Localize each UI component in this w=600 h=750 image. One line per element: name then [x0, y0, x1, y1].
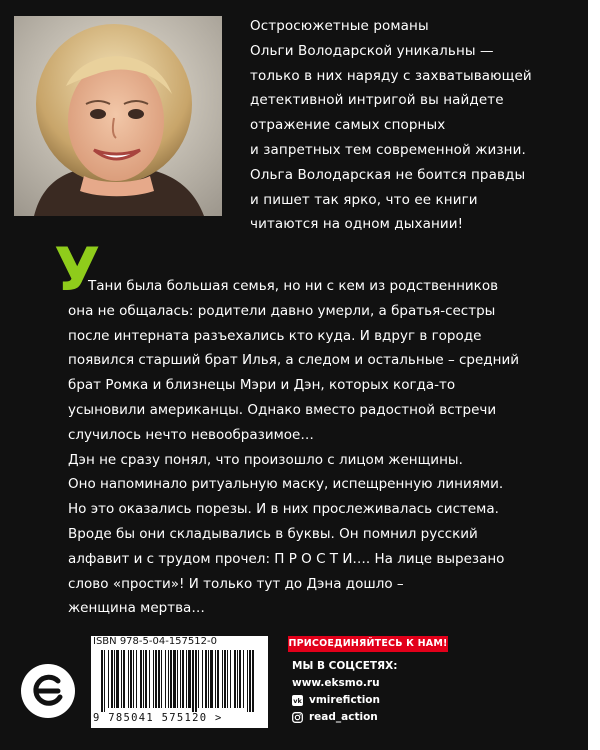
- drop-cap: У: [54, 235, 101, 305]
- annotation-line: Но это оказались порезы. И в них прослеживалась система.: [68, 501, 499, 518]
- annotation-line: женщина мертва…: [68, 600, 205, 617]
- join-us-banner: ПРИСОЕДИНЯЙТЕСЬ К НАМ!: [288, 636, 448, 652]
- instagram-link[interactable]: [292, 709, 397, 726]
- social-heading: МЫ В СОЦСЕТЯХ:: [292, 660, 398, 672]
- instagram-handle: read_action: [309, 711, 378, 723]
- isbn-label: ISBN 978-5-04-157512-0: [93, 636, 217, 647]
- annotation-line: Дэн не сразу понял, что произошло с лицом женщины.: [68, 451, 463, 468]
- annotation-line: Вроде бы они складывались в буквы. Он помнил русский: [68, 525, 478, 542]
- annotation-line: после интерната разъехались кто куда. И вдруг в городе: [68, 327, 482, 344]
- blurb-line: только в них наряду с захватывающей: [250, 67, 532, 84]
- barcode-bars: [93, 650, 265, 712]
- annotation-line: усыновили американцы. Однако вместо радостной встречи: [68, 401, 497, 418]
- author-portrait-image: [14, 16, 222, 216]
- blurb-line: Остросюжетные романы: [250, 18, 429, 34]
- website-link[interactable]: www.eksmo.ru: [292, 677, 380, 689]
- eksmo-logo-icon: [20, 663, 76, 719]
- blurb-line: Ольги Володарской уникальны —: [250, 42, 494, 59]
- annotation-line: слово «прости»! И только тут до Дэна дошло –: [68, 575, 404, 592]
- blurb-line: отражение самых спорных: [250, 117, 446, 134]
- instagram-icon: [292, 712, 303, 723]
- annotation-line: алфавит и с трудом прочел: П Р О С Т И…. На лице вырезано: [68, 550, 505, 567]
- author-blurb: [250, 14, 580, 237]
- social-links: [292, 658, 397, 726]
- annotation-line: Оно напоминало ритуальную маску, испещренную линиями.: [68, 476, 504, 493]
- barcode-digits: 9 785041 575120 >: [93, 712, 223, 724]
- vk-link[interactable]: [292, 692, 397, 709]
- book-annotation: [68, 274, 568, 621]
- svg-text:vk: vk: [293, 697, 302, 706]
- vk-handle: vmirefiction: [309, 694, 380, 706]
- annotation-line: Тани была большая семья, но ни с кем из родственников: [88, 278, 499, 294]
- author-photo: [14, 16, 222, 216]
- annotation-line: брат Ромка и близнецы Мэри и Дэн, которых когда-то: [68, 377, 456, 394]
- blurb-line: и запретных тем современной жизни.: [250, 141, 526, 158]
- barcode-panel: [91, 636, 268, 728]
- blurb-line: и пишет так ярко, что ее книги: [250, 191, 478, 208]
- blurb-line: читаются на одном дыхании!: [250, 216, 464, 233]
- annotation-line: случилось нечто невообразимое…: [68, 426, 314, 443]
- vk-icon: [292, 695, 303, 706]
- annotation-line: она не общалась: родители давно умерли, а братья-сестры: [68, 302, 496, 319]
- annotation-line: появился старший брат Илья, а следом и остальные – средний: [68, 352, 520, 369]
- blurb-line: Ольга Володарская не боится правды: [250, 166, 526, 183]
- blurb-line: детективной интригой вы найдете: [250, 92, 504, 109]
